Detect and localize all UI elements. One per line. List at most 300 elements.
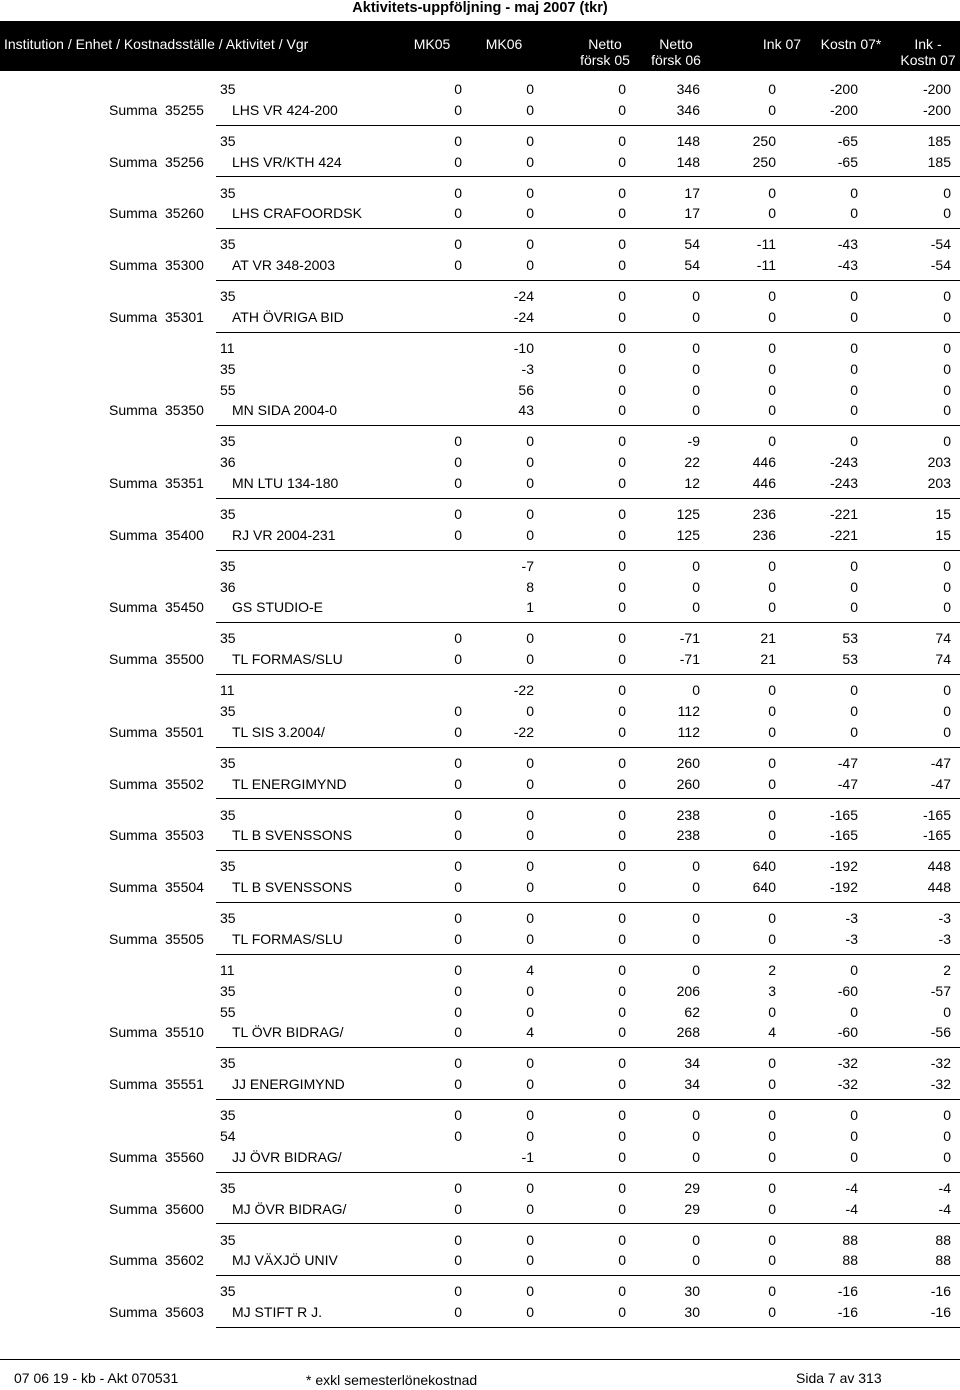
detail-value: 0: [618, 630, 626, 647]
summa-value: 0: [454, 723, 462, 740]
vgr-code: 35: [220, 81, 236, 97]
group-separator: [216, 1327, 960, 1328]
summa-value: 0: [692, 1148, 700, 1165]
summa-value: 0: [454, 205, 462, 222]
vgr-code: 35: [220, 910, 236, 927]
detail-value: -65: [837, 132, 858, 149]
summa-value: -71: [679, 651, 700, 668]
account-code: 35256: [165, 153, 204, 170]
detail-value: -165: [922, 806, 951, 823]
account-code: 35505: [165, 931, 204, 947]
detail-value: 640: [752, 858, 776, 875]
account-name: LHS VR 424-200: [232, 101, 338, 118]
detail-row: [0, 1178, 960, 1198]
detail-value: 446: [752, 454, 776, 471]
detail-value: 0: [692, 858, 700, 875]
vgr-code: 35: [220, 703, 236, 719]
account-code: 35300: [165, 257, 204, 274]
group-separator: [216, 498, 960, 499]
detail-value: 260: [676, 754, 700, 771]
detail-value: -71: [679, 630, 700, 647]
vgr-code: 35: [220, 630, 236, 647]
detail-value: 0: [454, 703, 462, 719]
detail-value: 0: [692, 682, 700, 699]
detail-row: [0, 338, 960, 358]
detail-value: 0: [454, 630, 462, 647]
detail-value: 0: [454, 754, 462, 771]
summa-value: 53: [842, 651, 858, 668]
vgr-code: 35: [220, 806, 236, 823]
detail-value: 74: [935, 630, 951, 647]
summa-value: 0: [768, 1252, 776, 1269]
account-code: 35501: [165, 723, 204, 740]
summa-value: 0: [850, 205, 858, 222]
summa-value: 0: [526, 1304, 534, 1321]
summa-value: 0: [454, 475, 462, 491]
summa-label: Summa: [109, 101, 158, 118]
account-code: 35351: [165, 475, 204, 491]
detail-value: 0: [526, 754, 534, 771]
summa-value: 0: [618, 257, 626, 274]
group-separator: [216, 902, 960, 903]
summa-value: 0: [526, 931, 534, 947]
detail-value: -32: [930, 1055, 951, 1072]
account-name: TL B SVENSSONS: [232, 879, 353, 896]
detail-value: 0: [454, 236, 462, 253]
vgr-code: 35: [220, 982, 236, 999]
summa-value: 0: [768, 101, 776, 118]
summa-label: Summa: [109, 1148, 158, 1165]
summa-row: [0, 400, 960, 420]
detail-value: 0: [692, 962, 700, 978]
detail-value: 0: [526, 1283, 534, 1300]
account-code: 35510: [165, 1024, 204, 1041]
detail-value: 0: [618, 1128, 626, 1144]
summa-value: -243: [829, 475, 858, 491]
detail-value: 0: [692, 1107, 700, 1124]
detail-value: 0: [526, 806, 534, 823]
detail-value: 0: [850, 288, 858, 305]
vgr-code: 35: [220, 557, 236, 574]
detail-value: 0: [943, 578, 951, 595]
summa-value: -56: [930, 1024, 951, 1041]
detail-value: 0: [618, 236, 626, 253]
detail-value: -221: [829, 506, 858, 522]
detail-value: 0: [526, 982, 534, 999]
summa-value: -60: [837, 1024, 858, 1041]
summa-value: 0: [526, 1200, 534, 1217]
detail-value: 0: [692, 557, 700, 574]
detail-value: 0: [850, 340, 858, 356]
summa-value: 112: [677, 723, 700, 740]
summa-label: Summa: [109, 599, 158, 616]
detail-value: 0: [768, 703, 776, 719]
detail-value: 0: [526, 1003, 534, 1020]
detail-row: [0, 504, 960, 524]
summa-label: Summa: [109, 827, 158, 844]
col-header-ink-kostn-l1: Ink -: [914, 36, 942, 52]
detail-value: 448: [927, 858, 951, 875]
summa-value: 346: [676, 101, 700, 118]
detail-row: [0, 701, 960, 721]
col-header-mk05: MK05: [413, 36, 451, 52]
detail-value: 0: [943, 557, 951, 574]
detail-value: 0: [454, 858, 462, 875]
detail-value: 0: [943, 1003, 951, 1020]
col-header-kostn07: Kostn 07*: [820, 36, 882, 52]
summa-value: 0: [943, 205, 951, 222]
summa-value: 0: [943, 402, 951, 419]
detail-value: 0: [768, 381, 776, 398]
account-name: JJ ÖVR BIDRAG/: [232, 1148, 342, 1165]
summa-value: 0: [526, 1076, 534, 1093]
group-separator: [216, 1047, 960, 1048]
summa-value: 0: [618, 599, 626, 616]
account-code: 35600: [165, 1200, 204, 1217]
summa-label: Summa: [109, 931, 158, 947]
col-header-path: Institution / Enhet / Kostnadsställe / Aktivitet / Vgr: [4, 36, 309, 52]
summa-value: 0: [454, 931, 462, 947]
footer-print-info: 07 06 19 - kb - Akt 070531: [14, 1370, 179, 1386]
detail-value: 0: [454, 1003, 462, 1020]
detail-value: 0: [850, 1107, 858, 1124]
detail-value: 0: [850, 557, 858, 574]
detail-row: [0, 981, 960, 1001]
col-header-netto06-l2: försk 06: [651, 52, 701, 68]
account-code: 35255: [165, 101, 204, 118]
detail-value: 0: [618, 184, 626, 201]
detail-value: 0: [454, 506, 462, 522]
group-separator: [216, 332, 960, 333]
account-name: TL SIS 3.2004/: [232, 723, 325, 740]
detail-value: 0: [526, 1179, 534, 1196]
detail-value: 0: [768, 81, 776, 97]
detail-value: 0: [618, 454, 626, 471]
summa-value: 0: [454, 1076, 462, 1093]
detail-row: [0, 556, 960, 576]
summa-value: 0: [692, 309, 700, 325]
vgr-code: 35: [220, 754, 236, 771]
summa-row: [0, 774, 960, 794]
summa-value: 0: [850, 1148, 858, 1165]
detail-value: 0: [618, 1283, 626, 1300]
detail-value: 0: [454, 1283, 462, 1300]
detail-value: 0: [768, 578, 776, 595]
detail-value: -200: [829, 81, 858, 97]
detail-value: 0: [526, 910, 534, 927]
group-separator: [216, 280, 960, 281]
detail-value: 0: [526, 132, 534, 149]
vgr-code: 35: [220, 1107, 236, 1124]
detail-value: -4: [938, 1179, 951, 1196]
detail-value: 0: [943, 433, 951, 450]
summa-value: 260: [676, 775, 700, 792]
summa-value: 0: [526, 205, 534, 222]
summa-value: 0: [850, 402, 858, 419]
vgr-code: 35: [220, 236, 236, 253]
summa-value: 0: [526, 475, 534, 491]
vgr-code: 11: [220, 682, 235, 699]
summa-label: Summa: [109, 723, 158, 740]
detail-value: 0: [526, 703, 534, 719]
group-separator: [216, 228, 960, 229]
detail-value: 0: [454, 806, 462, 823]
account-name: TL ÖVR BIDRAG/: [232, 1024, 344, 1041]
summa-value: 185: [927, 153, 951, 170]
account-name: RJ VR 2004-231: [232, 526, 336, 543]
summa-label: Summa: [109, 775, 158, 792]
detail-row: [0, 680, 960, 700]
detail-row: [0, 286, 960, 306]
detail-value: 0: [454, 1107, 462, 1124]
summa-label: Summa: [109, 309, 158, 325]
detail-value: -60: [837, 982, 858, 999]
detail-value: 0: [618, 81, 626, 97]
account-code: 35603: [165, 1304, 204, 1321]
summa-value: 0: [850, 723, 858, 740]
summa-value: 0: [618, 526, 626, 543]
vgr-code: 35: [220, 1179, 236, 1196]
summa-value: 4: [526, 1024, 534, 1041]
detail-row: [0, 452, 960, 472]
summa-value: 0: [692, 879, 700, 896]
detail-value: -3: [521, 360, 534, 377]
summa-value: -47: [837, 775, 858, 792]
summa-value: 0: [618, 879, 626, 896]
summa-value: 0: [618, 309, 626, 325]
detail-value: 0: [618, 1107, 626, 1124]
summa-value: 0: [526, 101, 534, 118]
detail-value: 15: [935, 506, 951, 522]
detail-value: 0: [454, 962, 462, 978]
detail-value: 56: [518, 381, 534, 398]
detail-value: 0: [692, 360, 700, 377]
summa-row: [0, 100, 960, 120]
summa-value: 250: [752, 153, 776, 170]
detail-value: 0: [850, 360, 858, 377]
detail-row: [0, 380, 960, 400]
summa-label: Summa: [109, 1200, 158, 1217]
summa-value: 0: [526, 651, 534, 668]
detail-value: 0: [692, 381, 700, 398]
group-separator: [216, 125, 960, 126]
detail-value: 21: [760, 630, 776, 647]
account-name: MJ VÄXJÖ UNIV: [232, 1252, 338, 1269]
detail-value: 0: [618, 910, 626, 927]
detail-value: 346: [676, 81, 700, 97]
detail-value: 34: [684, 1055, 700, 1072]
summa-value: 0: [692, 1252, 700, 1269]
detail-value: 0: [618, 288, 626, 305]
summa-value: 0: [768, 402, 776, 419]
detail-value: 29: [684, 1179, 700, 1196]
detail-value: 0: [618, 806, 626, 823]
group-separator: [216, 1099, 960, 1100]
group-separator: [216, 850, 960, 851]
detail-value: 0: [454, 1055, 462, 1072]
summa-value: 0: [454, 775, 462, 792]
account-name: TL FORMAS/SLU: [232, 651, 343, 668]
detail-value: 0: [850, 433, 858, 450]
detail-value: 2: [943, 962, 951, 978]
summa-value: -221: [829, 526, 858, 543]
group-separator: [216, 176, 960, 177]
summa-value: 0: [768, 827, 776, 844]
summa-value: 1: [526, 599, 534, 616]
detail-value: -192: [829, 858, 858, 875]
summa-value: 0: [768, 775, 776, 792]
account-name: TL FORMAS/SLU: [232, 931, 343, 947]
detail-value: -11: [756, 236, 776, 253]
summa-value: 640: [752, 879, 776, 896]
detail-value: 54: [684, 236, 700, 253]
summa-value: 74: [935, 651, 951, 668]
summa-row: [0, 877, 960, 897]
summa-value: 0: [692, 402, 700, 419]
detail-value: -243: [829, 454, 858, 471]
summa-value: 238: [676, 827, 700, 844]
summa-value: -192: [829, 879, 858, 896]
detail-value: 0: [454, 910, 462, 927]
detail-row: [0, 1281, 960, 1301]
account-name: LHS VR/KTH 424: [232, 153, 342, 170]
detail-value: 0: [850, 1128, 858, 1144]
report-table: [0, 73, 960, 1353]
detail-value: 0: [454, 454, 462, 471]
summa-row: [0, 1022, 960, 1042]
detail-value: -43: [837, 236, 858, 253]
detail-value: 0: [768, 910, 776, 927]
detail-value: 4: [526, 962, 534, 978]
vgr-code: 35: [220, 1231, 236, 1248]
detail-value: 0: [618, 506, 626, 522]
detail-value: 0: [618, 1179, 626, 1196]
account-code: 35503: [165, 827, 204, 844]
detail-value: 0: [526, 1231, 534, 1248]
summa-row: [0, 825, 960, 845]
detail-value: 0: [768, 1179, 776, 1196]
detail-value: 0: [692, 910, 700, 927]
summa-value: -32: [930, 1076, 951, 1093]
detail-value: 125: [676, 506, 700, 522]
summa-label: Summa: [109, 402, 158, 419]
summa-value: 15: [935, 526, 951, 543]
account-code: 35301: [165, 309, 204, 325]
summa-value: 0: [692, 599, 700, 616]
summa-value: 0: [943, 723, 951, 740]
summa-value: -16: [837, 1304, 858, 1321]
summa-value: -24: [513, 309, 534, 325]
detail-value: 0: [768, 1231, 776, 1248]
summa-label: Summa: [109, 475, 158, 491]
detail-value: 0: [526, 433, 534, 450]
summa-label: Summa: [109, 1024, 158, 1041]
detail-value: 0: [768, 806, 776, 823]
detail-value: 0: [943, 1128, 951, 1144]
detail-row: [0, 1105, 960, 1125]
summa-label: Summa: [109, 879, 158, 896]
summa-value: 0: [850, 599, 858, 616]
summa-value: 0: [768, 205, 776, 222]
summa-value: 203: [927, 475, 951, 491]
summa-value: 0: [526, 153, 534, 170]
summa-label: Summa: [109, 526, 158, 543]
summa-value: 0: [768, 931, 776, 947]
vgr-code: 55: [220, 1003, 236, 1020]
summa-value: 0: [692, 931, 700, 947]
account-name: LHS CRAFOORDSK: [232, 205, 362, 222]
detail-value: 0: [618, 360, 626, 377]
detail-value: 0: [768, 1128, 776, 1144]
vgr-code: 35: [220, 433, 236, 450]
col-header-ink07: Ink 07: [762, 36, 802, 52]
detail-value: 206: [676, 982, 700, 999]
detail-value: 0: [943, 288, 951, 305]
detail-value: 0: [454, 1179, 462, 1196]
detail-row: [0, 234, 960, 254]
vgr-code: 35: [220, 288, 236, 305]
detail-value: 0: [768, 1055, 776, 1072]
detail-value: 0: [526, 506, 534, 522]
detail-value: 0: [618, 858, 626, 875]
detail-value: 0: [526, 81, 534, 97]
account-name: MJ STIFT R J.: [232, 1304, 322, 1321]
detail-value: 238: [676, 806, 700, 823]
detail-value: 0: [768, 184, 776, 201]
detail-value: 0: [768, 682, 776, 699]
account-name: MN SIDA 2004-0: [232, 402, 338, 419]
detail-value: 53: [842, 630, 858, 647]
detail-value: 0: [943, 703, 951, 719]
account-code: 35260: [165, 205, 204, 222]
summa-value: 0: [454, 1304, 462, 1321]
detail-row: [0, 1230, 960, 1250]
detail-value: 0: [618, 1231, 626, 1248]
detail-value: 0: [618, 381, 626, 398]
vgr-code: 35: [220, 506, 236, 522]
group-separator: [216, 954, 960, 955]
detail-row: [0, 79, 960, 99]
detail-value: 22: [684, 454, 700, 471]
account-name: GS STUDIO-E: [232, 599, 324, 616]
summa-label: Summa: [109, 1304, 158, 1321]
detail-value: 0: [943, 184, 951, 201]
detail-value: 88: [842, 1231, 858, 1248]
detail-value: 0: [768, 1107, 776, 1124]
detail-value: 0: [526, 858, 534, 875]
group-separator: [216, 747, 960, 748]
summa-label: Summa: [109, 1076, 158, 1093]
summa-row: [0, 649, 960, 669]
detail-value: 3: [768, 982, 776, 999]
detail-value: 0: [692, 288, 700, 305]
vgr-code: 35: [220, 1055, 236, 1072]
detail-value: -7: [521, 557, 534, 574]
group-separator: [216, 1223, 960, 1224]
detail-value: 88: [935, 1231, 951, 1248]
summa-value: 43: [518, 402, 534, 419]
detail-row: [0, 805, 960, 825]
detail-value: 0: [850, 682, 858, 699]
summa-value: -3: [938, 931, 951, 947]
detail-value: 2: [768, 962, 776, 978]
page-title: Aktivitets-uppföljning - maj 2007 (tkr): [352, 0, 608, 16]
col-header-netto05-l2: försk 05: [580, 52, 630, 68]
summa-value: 0: [526, 526, 534, 543]
summa-row: [0, 255, 960, 275]
detail-value: 0: [618, 433, 626, 450]
detail-value: 0: [526, 184, 534, 201]
